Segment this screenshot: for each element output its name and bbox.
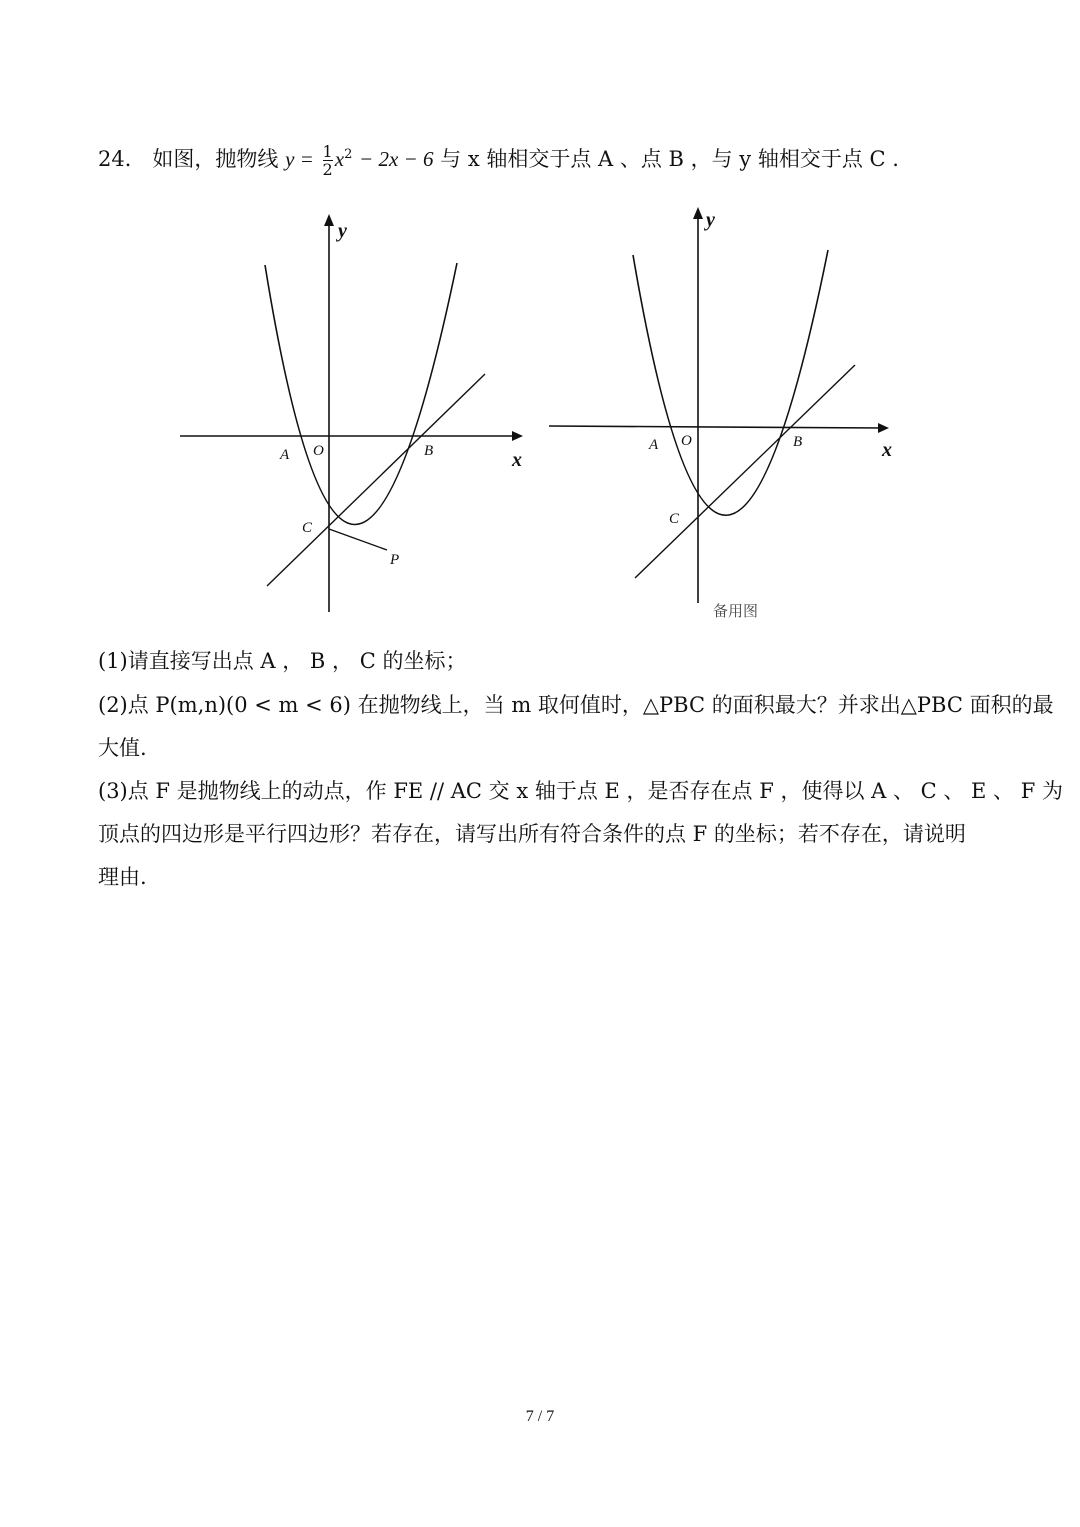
label-c: C	[669, 511, 680, 527]
y-axis-arrow-icon	[693, 207, 703, 219]
label-x: x	[882, 439, 892, 461]
parabola-equation: y = $\frac{1}{2}$ $x^2 - 2x - 6$	[285, 142, 434, 179]
label-o: O	[313, 443, 324, 459]
segment-cp	[329, 529, 387, 550]
label-y: y	[706, 209, 715, 231]
label-p: P	[390, 552, 400, 568]
question-lead: 如图，抛物线	[152, 147, 279, 171]
equation-fraction: $\frac{1}{2}$	[322, 142, 333, 179]
label-o: O	[681, 433, 692, 449]
main-figure	[175, 205, 535, 615]
part-3-line-2: 顶点的四边形是平行四边形？若存在，请写出所有符合条件的点 F 的坐标；若不存在，请说明	[98, 822, 966, 846]
label-c: C	[302, 520, 313, 536]
question-number: 24．	[98, 147, 146, 171]
y-axis-arrow-icon	[324, 214, 334, 226]
label-x: x	[512, 449, 522, 471]
label-a: A	[280, 447, 290, 463]
part-3-line-3: 理由.	[98, 865, 147, 889]
figure-caption: 备用图	[713, 602, 759, 620]
label-a: A	[649, 437, 659, 453]
question-tail: 与 x 轴相交于点 A 、点 B ，与 y 轴相交于点 C .	[440, 147, 899, 171]
label-b: B	[424, 443, 434, 459]
line-bc	[635, 365, 855, 578]
label-b: B	[793, 434, 803, 450]
line-bc	[267, 374, 485, 586]
page-number: 7 / 7	[525, 1408, 555, 1425]
x-axis-arrow-icon	[878, 423, 889, 433]
part-2-line-2: 大值.	[98, 736, 147, 760]
parabola-curve	[265, 263, 457, 525]
x-axis	[549, 426, 885, 428]
part-3-line-1: (3)点 F 是抛物线上的动点，作 FE // AC 交 x 轴于点 E ，是否存在点 F ，使得以 A 、 C 、 E 、 F 为	[98, 779, 1063, 803]
question-stem	[98, 140, 899, 178]
label-y: y	[338, 220, 347, 242]
part-2-line-1: (2)点 P(m,n)(0 < m < 6) 在抛物线上，当 m 取何值时，△PBC 的面积最大？并求出△PBC 面积的最	[98, 693, 1054, 717]
parabola-curve	[633, 250, 828, 515]
x-axis-arrow-icon	[512, 431, 523, 441]
backup-figure	[545, 200, 905, 625]
part-1: (1)请直接写出点 A ， B ， C 的坐标；	[98, 649, 467, 673]
